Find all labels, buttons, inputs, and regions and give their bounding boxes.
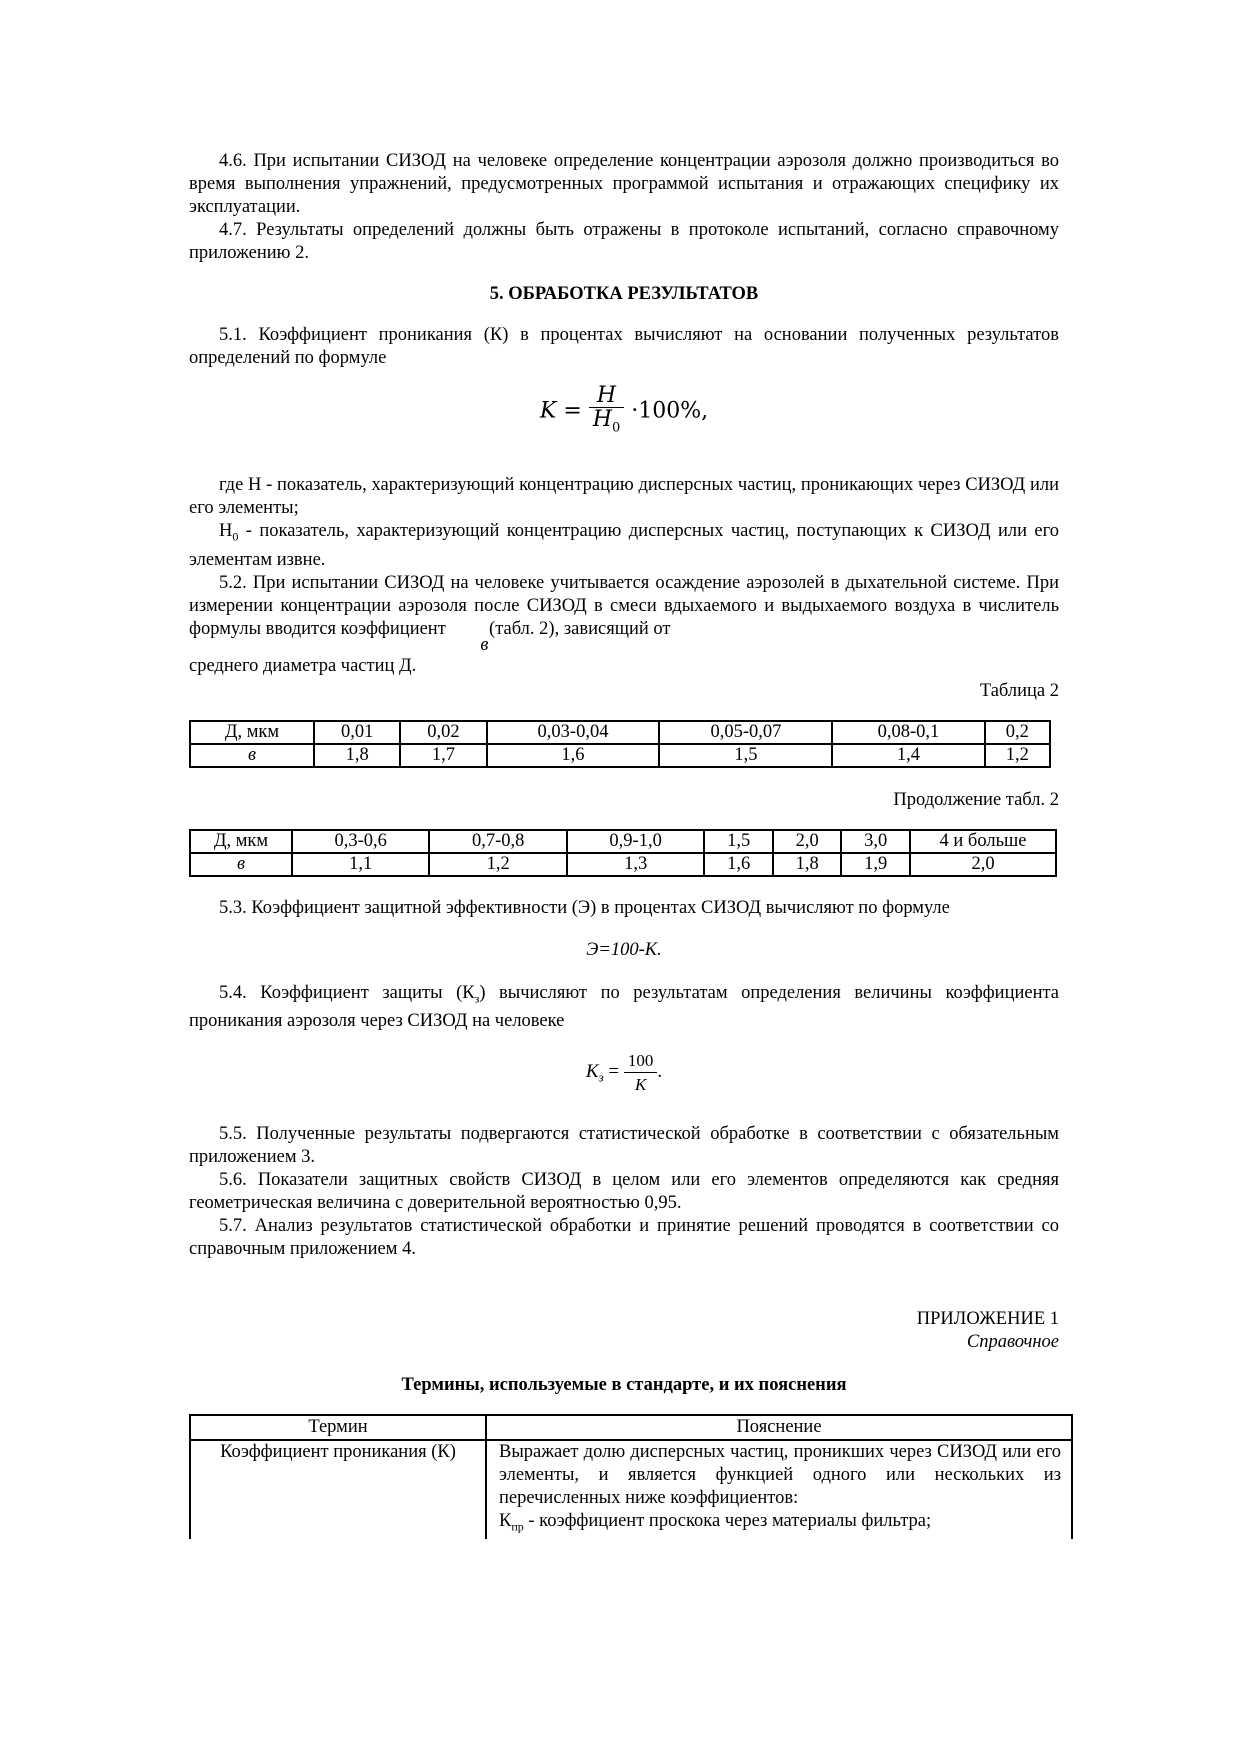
table-row	[190, 1415, 1072, 1440]
formula-lhs: K	[539, 398, 557, 424]
formula-denominator	[589, 408, 624, 439]
table-row	[190, 830, 1056, 853]
explanation-text: Выражает долю дисперсных частиц, проникших через СИЗОД или его элементы, и является функцией одного или нескольких из перечисленных ниже коэффициентов:	[499, 1442, 1061, 1509]
paragraph-where-h: где Н - показатель, характеризующий концентрацию дисперсных частиц, проникающих через СИЗОД или его элементы;	[189, 475, 1059, 518]
formula-equals: =	[563, 398, 582, 424]
table-2-caption: Таблица 2	[979, 680, 1059, 701]
paragraph-5-5: 5.5. Полученные результаты подвергаются статистической обработке в соответствии с обязательным приложением 3.	[189, 1124, 1059, 1168]
terms-title: Термины, используемые в стандарте, и их пояснения	[401, 1375, 847, 1396]
paragraph-5-2	[189, 572, 1059, 655]
formula-numerator: H	[589, 384, 624, 408]
paragraph-4-7: 4.7. Результаты определений должны быть отражены в протоколе испытаний, согласно справочному приложению 2.	[189, 220, 1059, 263]
explanation-cell	[486, 1440, 1072, 1539]
table-row	[190, 1440, 1072, 1539]
paragraph-where-h0	[189, 520, 1059, 572]
table-cell: 1,2	[429, 853, 566, 876]
appendix-type: Справочное	[966, 1332, 1059, 1353]
kpr-text: - коэффициент проскока через материалы фильтра;	[523, 1511, 932, 1532]
paragraph-5-6: 5.6. Показатели защитных свойств СИЗОД в целом или его элементов определяются как средняя геометрическая величина с доверительной вероятностью 0,95.	[189, 1170, 1059, 1214]
table-header-term: Термин	[190, 1415, 486, 1440]
term-cell: Коэффициент проникания (К)	[190, 1440, 486, 1539]
table-cell: 1,3	[567, 853, 704, 876]
paragraph-4-6: 4.6. При испытании СИЗОД на человеке определение концентрации аэрозоля должно производиться во время выполнения упражнений, предусмотренных программой испытания и отражающих специфику их эксплуатации.	[189, 151, 1059, 217]
table-row	[190, 853, 1056, 876]
formula3-period: .	[657, 1061, 663, 1083]
table-2-continuation-caption: Продолжение табл. 2	[893, 789, 1059, 810]
formula3-numerator: 100	[624, 1049, 658, 1073]
table-cell: 1,8	[773, 853, 842, 876]
table-cell: 0,03-0,04	[487, 721, 660, 744]
table-cell: 0,9-1,0	[567, 830, 704, 853]
p52-text-a: 5.2. При испытании СИЗОД на человеке учитывается осаждение аэрозолей в дыхательной системе. При измерении концентрации аэрозоля после СИЗОД в смеси вдыхаемого и выдыхаемого воздуха в числитель формулы вводится коэффициент	[189, 572, 1059, 639]
table-cell: 0,2	[985, 721, 1051, 744]
table-cell: в	[190, 744, 314, 767]
table-cell: 4 и больше	[910, 830, 1056, 853]
table-cell: 2,0	[773, 830, 842, 853]
paragraph-5-4	[189, 982, 1059, 1034]
formula-fraction	[589, 384, 624, 439]
p54-text-b: ) вычисляют по результатам определения величины коэффициента проникания аэрозоля через СИЗОД на человеке	[189, 982, 1059, 1032]
table-cell: 1,4	[832, 744, 984, 767]
formula-multiplier: ·100%,	[631, 398, 709, 424]
table-cell: 0,05-0,07	[659, 721, 832, 744]
coef-symbol: в	[480, 634, 489, 655]
table-cell: Д, мкм	[190, 721, 314, 744]
formula3-lhs-sub: з	[598, 1070, 604, 1086]
paragraph-5-1: 5.1. Коэффициент проникания (К) в процентах вычисляют на основании полученных результатов определений по формуле	[189, 325, 1059, 368]
table-cell: 1,9	[841, 853, 910, 876]
formula-penetration	[189, 384, 1059, 460]
paragraph-5-2-end: среднего диаметра частиц Д.	[189, 655, 417, 676]
table-cell: 0,01	[314, 721, 400, 744]
table-cell: 2,0	[910, 853, 1056, 876]
explanation-kpr	[499, 1510, 1061, 1539]
table-cell: 1,6	[487, 744, 660, 767]
paragraph-5-7: 5.7. Анализ результатов статистической обработки и принятие решений проводятся в соответствии со справочным приложением 4.	[189, 1216, 1059, 1260]
table-cell: 1,7	[400, 744, 486, 767]
table-2-continuation	[189, 829, 1057, 877]
table-cell: 0,7-0,8	[429, 830, 566, 853]
table-cell: 0,3-0,6	[292, 830, 429, 853]
h0-sub: 0	[232, 529, 239, 544]
kpr-symbol: К	[499, 1511, 512, 1532]
table-cell: 1,6	[704, 853, 773, 876]
formula-den-symbol: H	[592, 407, 612, 432]
table-cell: Д, мкм	[190, 830, 292, 853]
formula3-lhs: K	[585, 1061, 599, 1083]
table-cell: 1,1	[292, 853, 429, 876]
table-header-explanation: Пояснение	[486, 1415, 1072, 1440]
formula3-fraction	[624, 1049, 658, 1096]
table-row	[190, 721, 1050, 744]
paragraph-5-3: 5.3. Коэффициент защитной эффективности (Э) в процентах СИЗОД вычисляют по формуле	[219, 897, 950, 918]
table-cell: 0,02	[400, 721, 486, 744]
h0-text: - показатель, характеризующий концентрацию дисперсных частиц, поступающих к СИЗОД или его элементам извне.	[189, 521, 1059, 570]
formula-den-sub: 0	[611, 420, 621, 436]
document-page	[189, 150, 1059, 1539]
table-cell: 3,0	[841, 830, 910, 853]
kpr-sub: пр	[511, 1520, 524, 1535]
table-cell: в	[190, 853, 292, 876]
section-5-heading: 5. ОБРАБОТКА РЕЗУЛЬТАТОВ	[489, 284, 759, 304]
formula3-denominator: K	[634, 1075, 647, 1095]
table-cell: 1,5	[659, 744, 832, 767]
formula3-equals: =	[608, 1061, 620, 1083]
p54-sub: з	[474, 991, 480, 1006]
appendix-title: ПРИЛОЖЕНИЕ 1	[916, 1309, 1059, 1330]
terms-table	[189, 1414, 1073, 1539]
table-2	[189, 720, 1051, 768]
p52-text-b: (табл. 2), зависящий от	[489, 618, 671, 639]
table-cell: 1,2	[985, 744, 1051, 767]
table-cell: 1,5	[704, 830, 773, 853]
table-row	[190, 744, 1050, 767]
formula-efficiency: Э=100-К.	[586, 939, 662, 960]
table-cell: 1,8	[314, 744, 400, 767]
formula-protection	[189, 1049, 1059, 1109]
table-cell: 0,08-0,1	[832, 721, 984, 744]
h0-symbol: Н	[219, 521, 233, 541]
p54-text-a: 5.4. Коэффициент защиты (К	[219, 982, 475, 1003]
